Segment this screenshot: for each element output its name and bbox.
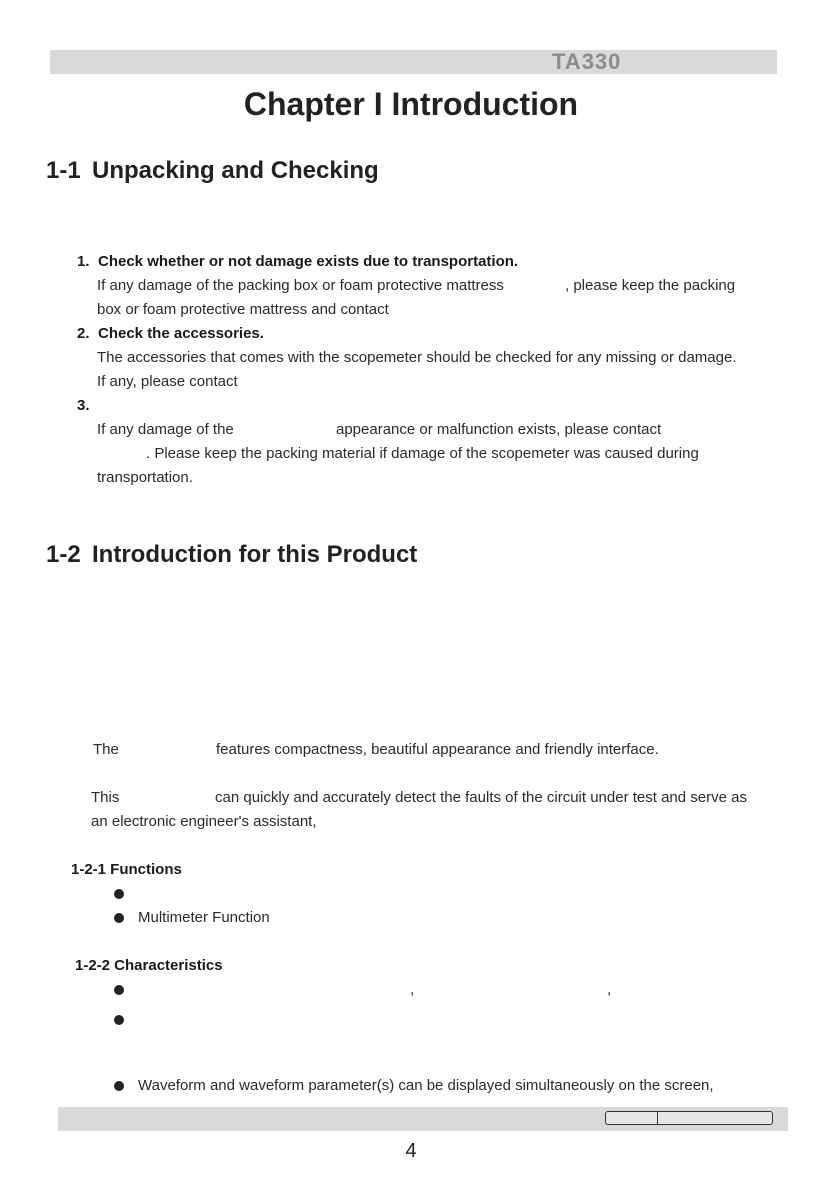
paragraph-text: an electronic engineer's assistant, [91,813,317,830]
section-2-number: 1-2 [46,541,81,568]
footer-divider [657,1111,658,1125]
footer-box [605,1111,773,1125]
item-2-text: If any, please contact [97,373,238,390]
paragraph-text: can quickly and accurately detect the faults of the circuit under test and serve as [215,789,747,806]
bullet-icon [114,1081,124,1091]
item-1-text: If any damage of the packing box or foam protective mattress [97,277,504,294]
header-bar [50,50,777,74]
item-2-text: The accessories that comes with the scopemeter should be checked for any missing or damage. [97,349,737,366]
subsection-title-functions: 1-2-1 Functions [71,861,182,878]
section-2-title: Introduction for this Product [92,541,418,568]
subsection-title-characteristics: 1-2-2 Characteristics [75,957,223,974]
item-1-text: box or foam protective mattress and contact [97,301,389,318]
bullet-icon [114,1015,124,1025]
item-3-text: If any damage of the [97,421,234,438]
item-3-text: transportation. [97,469,193,486]
characteristic-punctuation: , [607,981,612,998]
function-item: Multimeter Function [138,909,270,926]
chapter-title: Chapter I Introduction [243,86,579,122]
item-3-number: 3. [77,397,90,414]
section-1-title: Unpacking and Checking [92,157,379,184]
characteristic-item: Waveform and waveform parameter(s) can be displayed simultaneously on the screen, [138,1077,714,1094]
item-1-text: , please keep the packing [565,277,736,294]
model-name: TA330 [552,49,622,74]
paragraph-text: features compactness, beautiful appearance and friendly interface. [216,741,659,758]
characteristic-punctuation: , [410,981,415,998]
item-1-heading: Check whether or not damage exists due to transportation. [98,253,519,270]
item-3-text: appearance or malfunction exists, please contact [336,421,662,438]
bullet-icon [114,913,124,923]
paragraph-text: This [91,789,120,806]
bullet-icon [114,985,124,995]
item-3-text: . Please keep the packing material if damage of the scopemeter was caused during [146,445,699,462]
bullet-icon [114,889,124,899]
paragraph-text: The [93,741,119,758]
section-1-number: 1-1 [46,157,81,184]
item-1-number: 1. [77,253,90,270]
item-2-number: 2. [77,325,90,342]
page-number: 4 [405,1140,417,1162]
item-2-heading: Check the accessories. [98,325,264,342]
